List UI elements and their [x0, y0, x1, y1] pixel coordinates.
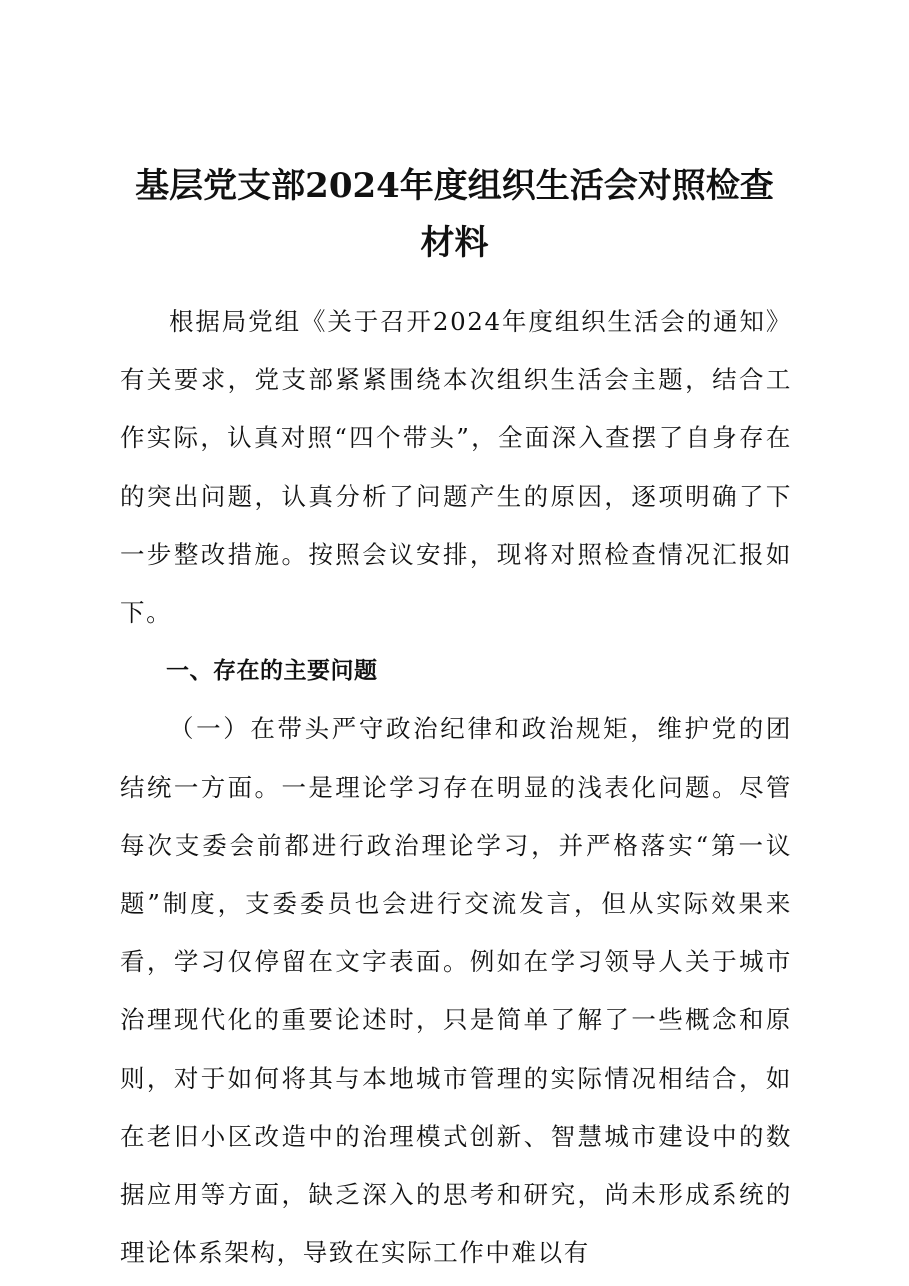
document-title: 基层党支部2024年度组织生活会对照检查材料 — [135, 166, 774, 263]
section-paragraph: （一）在带头严守政治纪律和政治规矩，维护党的团结统一方面。一是理论学习存在明显的浅表化问题。尽管每次支委会前都进行政治理论学习，并严格落实“第一议题”制度，支委委员也会进行交流发言，但从实际效果来看，学习仅停留在文字表面。例如在学习领导人关于城市治理现代化的重要论述时，只是简单了解了一些概念和原则，对于如何将其与本地城市管理的实际情况相结合，如在老旧小区改造中的治理模式创新、智慧城市建设中的数据应用等方面，缺乏深入的思考和研究，尚未形成系统的理论体系架构，导致在实际工作中难以有 — [120, 714, 792, 1268]
section-heading: 一、存在的主要问题 — [166, 658, 378, 685]
intro-paragraph: 根据局党组《关于召开2024年度组织生活会的通知》有关要求，党支部紧紧围绕本次组织生活会主题，结合工作实际，认真对照“四个带头”，全面深入查摆了自身存在的突出问题，认真分析了问题产生的原因，逐项明确了下一步整改措施。按照会议安排，现将对照检查情况汇报如下。 — [120, 307, 792, 628]
document-body — [120, 293, 792, 1282]
